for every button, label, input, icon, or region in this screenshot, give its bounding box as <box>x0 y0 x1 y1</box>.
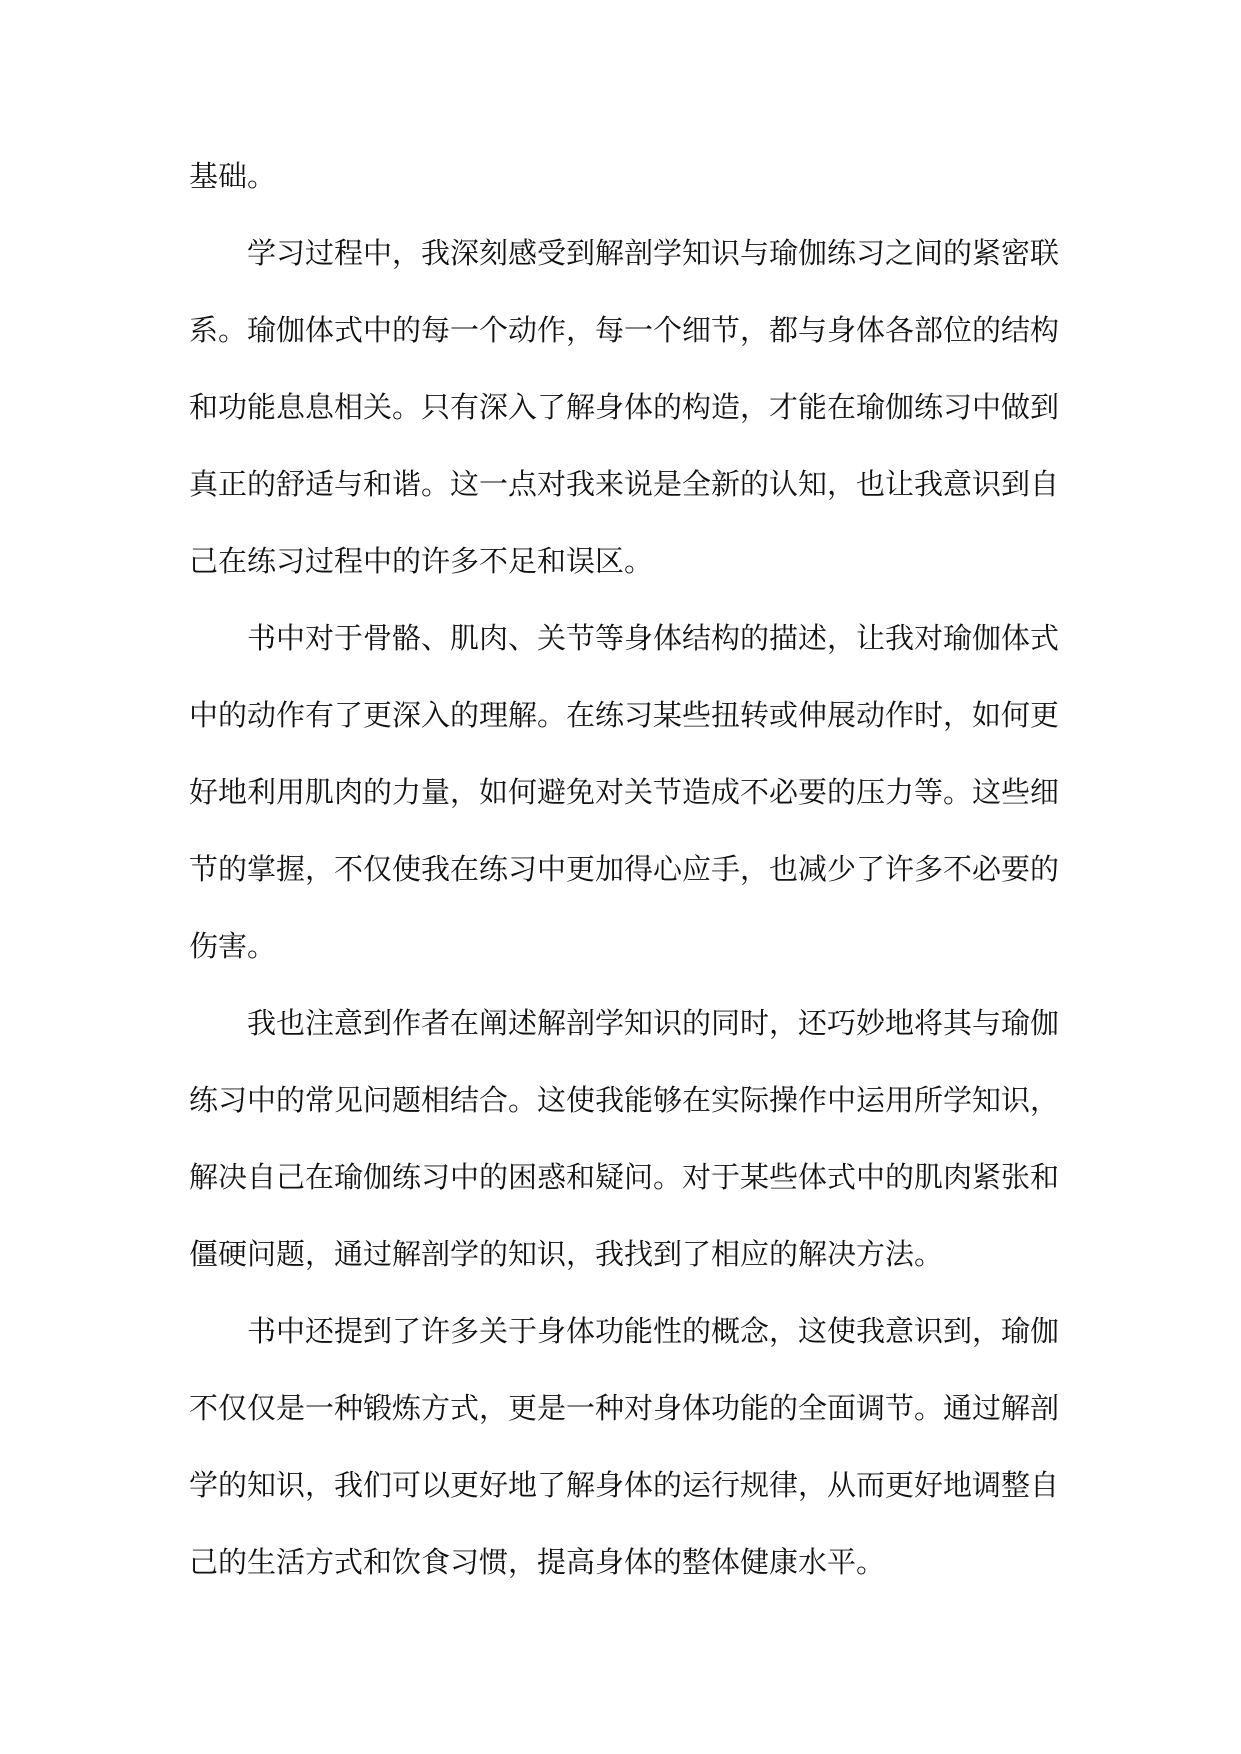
paragraph: 书中还提到了许多关于身体功能性的概念，这使我意识到，瑜伽不仅仅是一种锻炼方式，更是一种对身体功能的全面调节。通过解剖学的知识，我们可以更好地了解身体的运行规律，从而更好地调整自己的生活方式和饮食习惯，提高身体的整体健康水平。 <box>189 1314 1060 1579</box>
document-body <box>189 138 1059 1601</box>
paragraph: 基础。 <box>189 159 277 193</box>
paragraph: 学习过程中，我深刻感受到解剖学知识与瑜伽练习之间的紧密联系。瑜伽体式中的每一个动作，每一个细节，都与身体各部位的结构和功能息息相关。只有深入了解身体的构造，才能在瑜伽练习中做到真正的舒适与和谐。这一点对我来说是全新的认知，也让我意识到自己在练习过程中的许多不足和误区。 <box>189 236 1060 578</box>
paragraph: 书中对于骨骼、肌肉、关节等身体结构的描述，让我对瑜伽体式中的动作有了更深入的理解。在练习某些扭转或伸展动作时，如何更好地利用肌肉的力量，如何避免对关节造成不必要的压力等。这些细节的掌握，不仅使我在练习中更加得心应手，也减少了许多不必要的伤害。 <box>189 621 1060 963</box>
paragraph: 我也注意到作者在阐述解剖学知识的同时，还巧妙地将其与瑜伽练习中的常见问题相结合。这使我能够在实际操作中运用所学知识，解决自己在瑜伽练习中的困惑和疑问。对于某些体式中的肌肉紧张和僵硬问题，通过解剖学的知识，我找到了相应的解决方法。 <box>189 1006 1060 1271</box>
